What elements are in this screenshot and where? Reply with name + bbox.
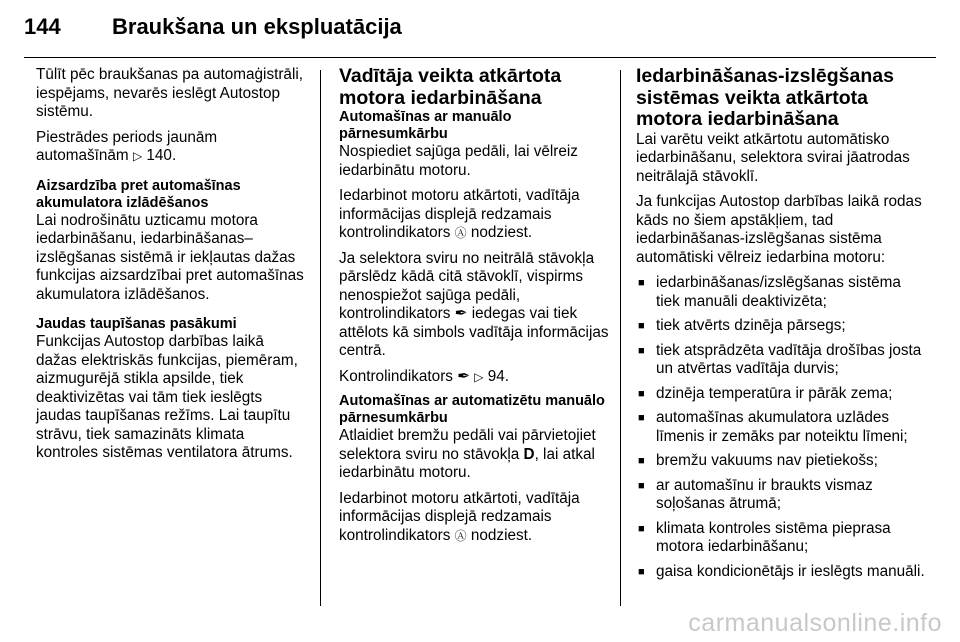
paragraph: Funkcijas Autostop darbības laikā dažas elektriskās funkcijas, piemēram, aizmugurējā stikla apsilde, tiek deaktivizētas vai tām tiek ieslēgts jaudas taupīšanas režīms. Lai taupītu strāvu, tiek samazināts klimata kontroles sistēmas ventilatora ātrums. [36,333,298,461]
section-heading: Aizsardzība pret automašīnas akumulatora izlādēšanos [36,177,241,211]
list-item: ■ dzinēja temperatūra ir pārāk zema; [636,385,926,404]
list-item: ■ klimata kontroles sistēma pieprasa motora iedarbināšanu; [636,520,926,557]
list-item: ■ gaisa kondicionētājs ir ieslēgts manuāli. [636,563,926,582]
clutch-indicator-icon: ✒ [454,305,468,322]
condition-list [636,274,926,581]
column-divider [620,70,621,606]
column-divider [320,70,321,606]
paragraph: Iedarbinot motoru atkārtoti, vadītāja informācijas displejā redzamais kontrolindikators Ⓐ nodziest. [339,187,580,241]
list-item: ■ automašīnas akumulatora uzlādes līmenis ir zemāks par noteiktu līmeni; [636,409,926,446]
page-ref-icon: ▷ [132,149,143,163]
list-item: ■ bremžu vakuums nav pietiekošs; [636,452,926,471]
paragraph: Ja funkcijas Autostop darbības laikā rodas kāds no šiem apstākļiem, tad iedarbināšanas-izslēgšanas sistēma automātiski vēlreiz iedarbina motoru: [636,193,922,266]
autostop-indicator-icon: Ⓐ [454,528,467,543]
header-rule [24,57,936,58]
page-ref[interactable]: 94. [483,367,510,385]
section-title: Iedarbināšanas-izslēgšanas sistēmas veikta atkārtota motora iedarbināšana [636,65,894,130]
paragraph: Nospiediet sajūga pedāli, lai vēlreiz iedarbinātu motoru. [339,143,578,179]
watermark: carmanualsonline.info [688,609,942,637]
section-heading: Automašīnas ar automatizētu manuālo pārnesumkārbu [339,393,605,426]
page-title: Braukšana un ekspluatācija [112,14,402,39]
autostop-indicator-icon: Ⓐ [454,226,467,240]
paragraph: Atlaidiet bremžu pedāli vai pārvietojiet selektora sviru no stāvokļa D, lai atkal iedarbinātu motoru. [339,427,596,481]
paragraph: Iedarbinot motoru atkārtoti, vadītāja informācijas displejā redzamais kontrolindikators Ⓐ nodziest. [339,489,580,544]
list-item: ■ iedarbināšanas/izslēgšanas sistēma tiek manuāli deaktivizēta; [636,274,926,311]
page-ref[interactable]: 140. [142,147,177,164]
column-1 [36,66,308,470]
paragraph: Piestrādes periods jaunām automašīnām ▷ 140. [36,128,218,164]
paragraph: Lai varētu veikt atkārtotu automātisko iedarbināšanu, selektora svirai jāatrodas neitrālajā stāvoklī. [636,130,910,185]
column-2 [339,66,609,552]
column-3 [636,66,926,587]
list-item: ■ tiek atsprādzēta vadītāja drošības josta un atvērtas vadītāja durvis; [636,342,926,379]
section-title: Vadītāja veikta atkārtota motora iedarbināšana [339,65,562,109]
paragraph: Tūlīt pēc braukšanas pa automaģistrāli, iespējams, nevarēs ieslēgt Autostop sistēmu. [36,66,303,120]
page-ref-icon: ▷ [474,369,484,384]
list-item: ■ ar automašīnu ir braukts vismaz soļošanas ātrumā; [636,477,926,514]
list-item: ■ tiek atvērts dzinēja pārsegs; [636,317,926,336]
paragraph: Kontrolindikators ✒ ▷ 94. [339,367,510,385]
clutch-indicator-icon: ✒ [457,367,471,385]
page-header [24,14,936,48]
page-number: 144 [24,14,61,39]
section-heading: Automašīnas ar manuālo pārnesumkārbu [339,109,512,142]
section-heading: Jaudas taupīšanas pasākumi [36,316,237,332]
paragraph: Ja selektora sviru no neitrālā stāvokļa pārslēdz kādā citā stāvoklī, vispirms nenospiežot sajūga pedāli, kontrolindikators ✒ iedegas vai tiek attēlots kā simbols vadītāja informācijas centrā. [339,249,609,359]
paragraph: Lai nodrošinātu uzticamu motora iedarbināšanu, iedarbināšanas–izslēgšanas sistēmā ir iekļautas dažas funkcijas aizsardzībai pret automašīnas akumulatora izlādēšanos. [36,211,304,303]
